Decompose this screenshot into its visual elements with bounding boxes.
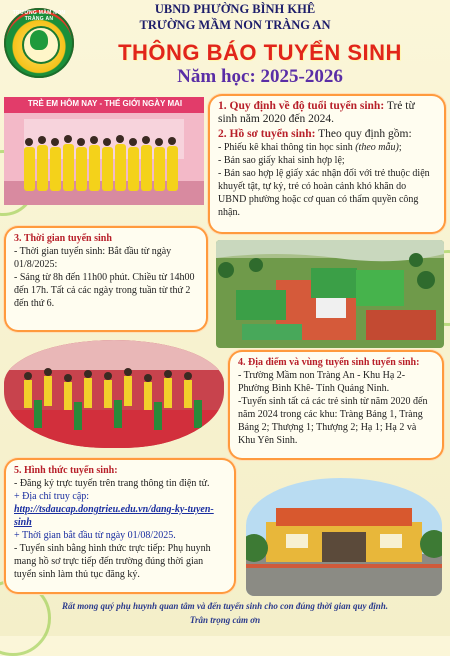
section2-intro-paragraph [218,128,436,141]
section5-line3: + Thời gian bắt đầu từ ngày 01/08/2025. [14,530,176,541]
header-school: TRƯỜNG MẦM NON TRÀNG AN [139,18,331,32]
section2-item1-note: (theo mẫu) [355,142,399,153]
school-aerial-illustration [216,240,444,348]
section4-line1: - Trường Mầm non Tràng An - Khu Hạ 2- Phường Bình Khê- Tỉnh Quảng Ninh. [238,370,406,394]
section4-line2: -Tuyển sinh tất cả các trẻ sinh từ năm 2020 đến năm 2024 trong các khu: Tràng Bảng 1, Tràng Bảng 2; Thượng 1; Thượng 2; Hạ 1; Hạ 2 và Khu Yên Sinh. [238,396,428,446]
photo-banner-text: TRẺ EM HÔM NAY - THẾ GIỚI NGÀY MAI [27,99,183,108]
tree-icon [30,30,48,50]
section2-item1 [218,141,436,154]
school-logo [4,8,74,78]
section1-text: Trẻ từ sinh năm 2020 đến 2024. [218,100,415,125]
school-aerial-photo [216,240,444,348]
header-authority: UBND PHƯỜNG BÌNH KHÊ [154,2,316,16]
teachers-photo [4,97,204,205]
section1-paragraph [218,100,436,126]
section1-heading: 1. Quy định về độ tuổi tuyển sinh: [218,100,385,112]
section5-line2: + Địa chỉ truy cập: [14,491,90,502]
children-performance-photo [4,340,224,448]
registration-link[interactable]: http://tsdaucap.dongtrieu.edu.vn/dang-ky-tuyen-sinh [14,504,214,528]
section3-line1: - Thời gian tuyển sinh: Bắt đầu từ ngày 01/8/2025: [14,246,172,270]
page-title: THÔNG BÁO TUYỂN SINH [118,40,402,65]
section5-heading: 5. Hình thức tuyển sinh: [14,465,118,476]
section2-heading: 2. Hồ sơ tuyển sinh: [218,128,316,140]
footer-thanks: Trân trọng cảm ơn [189,615,261,625]
card-registration-method [6,460,234,592]
section5-line1: - Đăng ký trực tuyến trên trang thông tin điện tử. [14,478,210,489]
section3-line2: - Sáng từ 8h đến 11h00 phút. Chiều từ 14h00 đến 17h. Tất cả các ngày trong tuần từ thứ 2 đến thứ 6. [14,272,195,309]
section5-line4: - Tuyển sinh bằng hình thức trực tiếp: Phụ huynh mang hồ sơ trực tiếp đến trường đúng thời gian tuyển sinh làm thủ tục đăng ký. [14,543,211,580]
school-gate-photo [246,478,442,596]
section2-item1-end: ; [398,142,402,153]
card-enrollment-time [6,228,206,330]
card-age-and-documents [210,96,444,232]
teachers-photo-illustration [4,97,204,205]
logo-text: TRƯỜNG MẦM NON TRÀNG AN [12,10,66,22]
section4-heading: 4. Địa điểm và vùng tuyển sinh tuyển sinh: [238,357,420,368]
school-gate-illustration [246,478,442,596]
section2-item3: - Bản sao hợp lệ giấy xác nhận đối với trẻ thuộc diện khuyết tật, tự kỷ, trẻ có hoàn cảnh khó khăn do UBND phường hoặc cơ quan có thẩm quyền công nhận. [218,168,430,218]
children-performance-illustration [4,340,224,448]
section2-item1-text: - Phiếu kê khai thông tin học sinh [218,142,356,153]
section2-intro: Theo quy định gồm: [315,128,412,140]
footer-message: Rất mong quý phụ huynh quan tâm và đến tuyển sinh cho con đúng thời gian quy định. [62,601,388,611]
school-year: Năm học: 2025-2026 [177,66,343,87]
section2-item2: - Bản sao giấy khai sinh hợp lệ; [218,155,345,166]
card-location [230,352,442,458]
section3-heading: 3. Thời gian tuyển sinh [14,233,112,244]
